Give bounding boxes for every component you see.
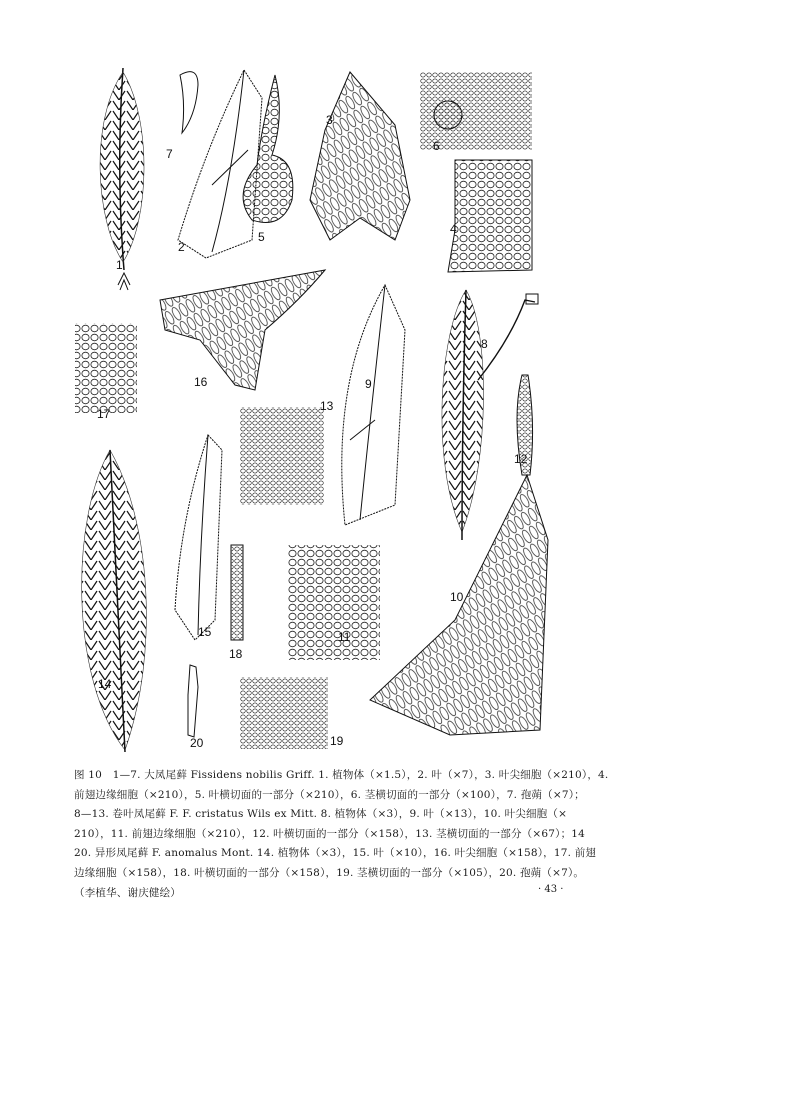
- plant-1: [100, 68, 144, 290]
- figure-label-4: 4: [450, 222, 457, 236]
- figure-label-5: 5: [258, 230, 265, 244]
- caption-line: 210），11. 前翅边缘细胞（×210），12. 叶横切面的一部分（×158），13. 茎横切面的一部分（×67）；14: [74, 827, 586, 840]
- figure-label-8: 8: [481, 337, 488, 351]
- figure-label-3: 3: [326, 113, 333, 127]
- figure-label-18: 18: [229, 647, 243, 661]
- caption-line: 前翅边缘细胞（×210），5. 叶横切面的一部分（×210），6. 茎横切面的一部分（×100），7. 孢蒴（×7）；: [74, 788, 585, 801]
- caption-line: 20. 异形凤尾藓 F. anomalus Mont. 14. 植物体（×3），15. 叶（×10），16. 叶尖细胞（×158），17. 前翅: [74, 847, 597, 860]
- figure-label-12: 12: [514, 452, 528, 466]
- figure-label-9: 9: [365, 377, 372, 391]
- figure-label-13: 13: [320, 399, 334, 413]
- caption-line: 边缘细胞（×158），18. 叶横切面的一部分（×158），19. 茎横切面的一部分（×105），20. 孢蒴（×7）。: [74, 866, 585, 879]
- page-number: · 43 ·: [538, 884, 564, 895]
- figure-label-7: 7: [166, 147, 173, 161]
- figure-label-20: 20: [190, 736, 204, 750]
- figure-label-10: 10: [450, 590, 464, 604]
- caption-line: （李植华、谢庆健绘）: [74, 886, 181, 899]
- figure-label-19: 19: [330, 734, 344, 748]
- figure-label-14: 14: [98, 677, 112, 691]
- figure-label-17: 17: [97, 407, 111, 421]
- caption-line: 8—13. 卷叶凤尾藓 F. F. cristatus Wils ex Mitt. 8. 植物体（×3），9. 叶（×13），10. 叶尖细胞（×: [74, 808, 568, 821]
- figure-label-16: 16: [194, 375, 208, 389]
- figure-label-1: 1: [116, 258, 123, 272]
- caption-line: 图 10 1—7. 大凤尾藓 Fissidens nobilis Griff. 1. 植物体（×1.5），2. 叶（×7），3. 叶尖细胞（×210），4.: [74, 769, 609, 781]
- figure-label-15: 15: [198, 625, 212, 639]
- figure-label-2: 2: [178, 240, 185, 254]
- figure-label-6: 6: [433, 139, 440, 153]
- figure-label-11: 11: [338, 630, 351, 644]
